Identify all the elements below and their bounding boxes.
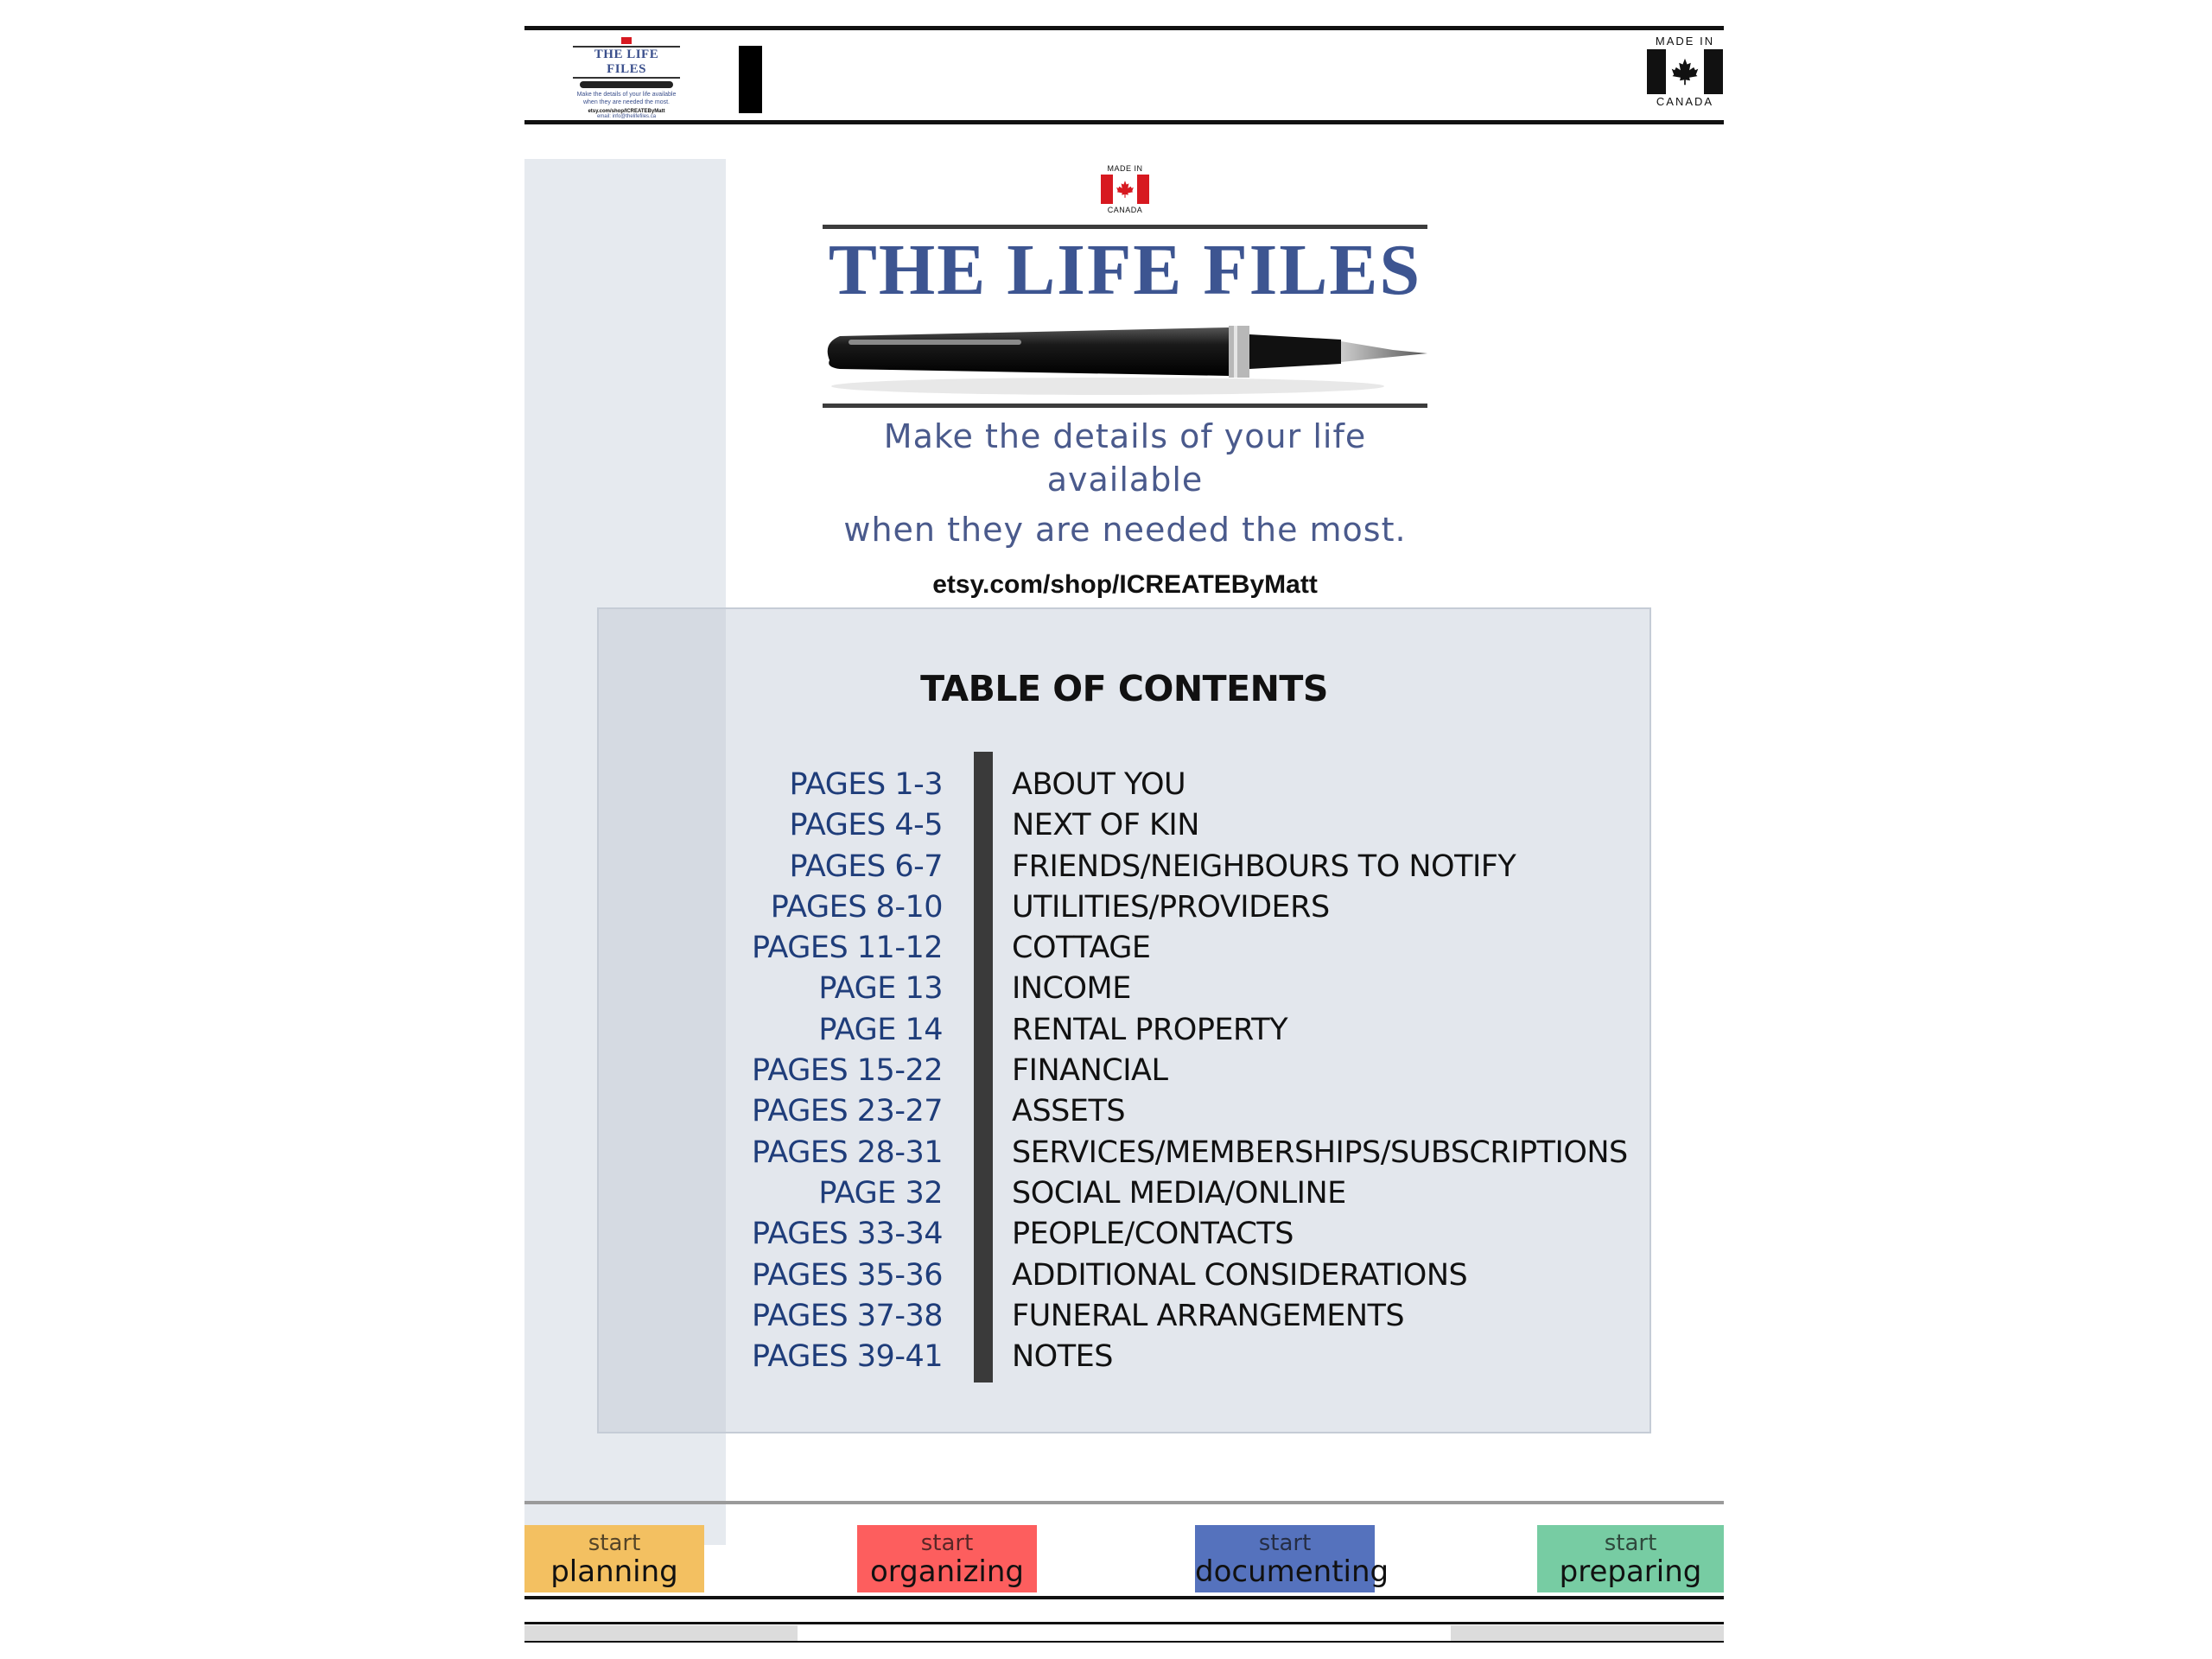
toc-row[interactable] (599, 1296, 1649, 1337)
toc-section-name: SOCIAL MEDIA/ONLINE (1012, 1175, 1346, 1211)
toc-section-name: PEOPLE/CONTACTS (1012, 1217, 1294, 1252)
life-files-logo (823, 164, 1427, 600)
toc-row[interactable] (599, 765, 1649, 805)
badge-top-text: MADE IN (1655, 35, 1715, 48)
logo-title: THE LIFE FILES (823, 225, 1427, 308)
logo-tagline-2: when they are needed the most. (843, 511, 1407, 549)
toc-row[interactable] (599, 1173, 1649, 1214)
toc-row[interactable] (599, 1337, 1649, 1377)
nav-button-small-label: start (920, 1530, 974, 1556)
toc-row[interactable] (599, 1010, 1649, 1051)
logo-badge-bottom: CANADA (1107, 206, 1143, 214)
mini-logo-email: email: info@thelifefiles.ca (596, 114, 657, 119)
toc-section-name: FINANCIAL (1012, 1053, 1168, 1089)
bottom-nav (524, 1525, 1724, 1599)
toc-section-name: RENTAL PROPERTY (1012, 1012, 1288, 1047)
mini-logo-tagline-2: when they are needed the most. (582, 99, 670, 105)
nav-button-label: planning (550, 1554, 678, 1589)
logo-tagline-1: Make the details of your life available (883, 417, 1367, 499)
nav-button-small-label: start (588, 1530, 641, 1556)
header-strip (524, 26, 1724, 124)
toc-page-range: PAGES 28-31 (752, 1135, 943, 1170)
nav-button-organizing[interactable] (857, 1525, 1037, 1592)
mini-logo (566, 37, 687, 120)
toc-section-name: FRIENDS/NEIGHBOURS TO NOTIFY (1012, 849, 1516, 884)
fountain-pen-icon (823, 308, 1427, 408)
toc-section-name: ASSETS (1012, 1094, 1126, 1129)
toc-row[interactable] (599, 847, 1649, 887)
divider (524, 1641, 1724, 1643)
nav-button-label: organizing (869, 1554, 1025, 1589)
toc-section-name: ADDITIONAL CONSIDERATIONS (1012, 1257, 1468, 1293)
table-of-contents (597, 607, 1651, 1433)
mini-logo-title: THE LIFE FILES (573, 46, 680, 79)
divider (524, 1501, 1724, 1504)
toc-title: TABLE OF CONTENTS (920, 668, 1328, 709)
toc-page-range: PAGES 11-12 (752, 931, 943, 966)
nav-button-small-label: start (1258, 1530, 1312, 1556)
toc-section-name: UTILITIES/PROVIDERS (1012, 889, 1330, 925)
toc-page-range: PAGE 14 (818, 1012, 943, 1047)
toc-page-range: PAGES 35-36 (752, 1257, 943, 1293)
toc-page-range: PAGES 8-10 (770, 889, 943, 925)
toc-row[interactable] (599, 1051, 1649, 1091)
toc-section-name: NEXT OF KIN (1012, 808, 1199, 843)
mini-logo-tagline-1: Make the details of your life available (576, 92, 677, 98)
toc-page-range: PAGES 39-41 (752, 1339, 943, 1375)
pen-icon (580, 81, 673, 88)
header-black-bar (739, 46, 762, 113)
toc-row[interactable] (599, 928, 1649, 969)
toc-page-range: PAGES 15-22 (752, 1053, 943, 1089)
divider (524, 1622, 1724, 1624)
toc-page-range: PAGES 4-5 (789, 808, 943, 843)
document-page (524, 26, 1724, 1650)
maple-leaf-icon (1670, 57, 1700, 86)
toc-section-name: SERVICES/MEMBERSHIPS/SUBSCRIPTIONS (1012, 1135, 1628, 1170)
nav-button-label: documenting (1195, 1554, 1389, 1589)
nav-button-documenting[interactable] (1195, 1525, 1389, 1592)
canada-flag-icon (1647, 49, 1723, 94)
toc-section-name: COTTAGE (1012, 931, 1151, 966)
toc-page-range: PAGES 37-38 (752, 1298, 943, 1333)
toc-section-name: ABOUT YOU (1012, 767, 1186, 802)
toc-section-name: INCOME (1012, 971, 1131, 1007)
toc-row[interactable] (599, 1255, 1649, 1296)
nav-button-small-label: start (1604, 1530, 1657, 1556)
canada-flag-icon (1101, 175, 1149, 204)
toc-row[interactable] (599, 1214, 1649, 1255)
toc-page-range: PAGES 6-7 (789, 849, 943, 884)
badge-bottom-text: CANADA (1656, 95, 1714, 108)
toc-row[interactable] (599, 969, 1649, 1009)
logo-badge-top: MADE IN (1107, 164, 1143, 173)
toc-section-name: NOTES (1012, 1339, 1113, 1375)
nav-button-preparing[interactable] (1537, 1525, 1724, 1592)
toc-page-range: PAGE 13 (818, 971, 943, 1007)
nav-button-planning[interactable] (524, 1525, 704, 1592)
toc-row[interactable] (599, 887, 1649, 928)
mini-logo-url: etsy.com/shop/ICREATEByMatt (588, 109, 665, 114)
made-in-canada-badge (1646, 35, 1724, 108)
toc-section-name: FUNERAL ARRANGEMENTS (1012, 1298, 1405, 1333)
toc-page-range: PAGES 33-34 (752, 1217, 943, 1252)
logo-etsy-url[interactable]: etsy.com/shop/ICREATEByMatt (932, 570, 1318, 599)
toc-page-range: PAGE 32 (818, 1175, 943, 1211)
toc-rows (599, 765, 1649, 1377)
toc-row[interactable] (599, 1091, 1649, 1132)
nav-button-label: preparing (1559, 1554, 1702, 1589)
toc-row[interactable] (599, 805, 1649, 846)
toc-page-range: PAGES 1-3 (789, 767, 943, 802)
toc-page-range: PAGES 23-27 (752, 1094, 943, 1129)
toc-row[interactable] (599, 1133, 1649, 1173)
canada-flag-icon (621, 37, 632, 44)
maple-leaf-icon (1116, 180, 1135, 199)
